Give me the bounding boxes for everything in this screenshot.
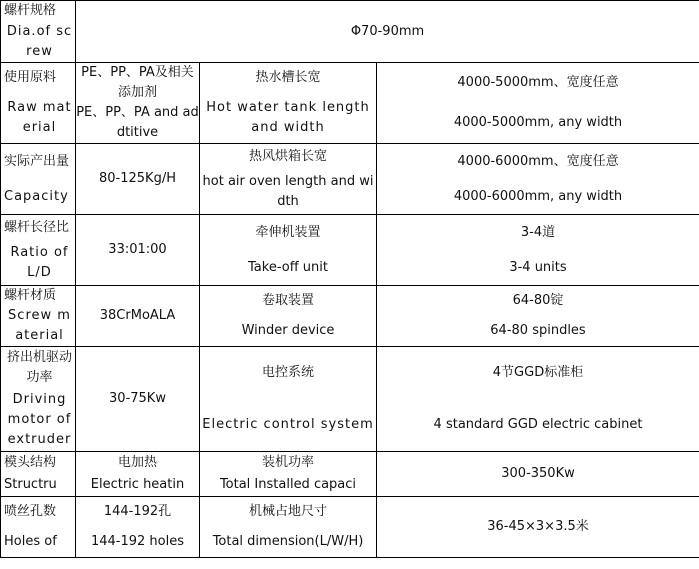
spec-cell [377,286,699,347]
item-en: Electric control system [202,417,374,432]
label-zh: 螺杆长径比 [4,219,70,235]
value-cell [76,1,699,63]
label-cell [1,1,76,63]
label-cell [1,144,76,215]
item-en: hot air oven length and width [202,173,374,209]
driving-power-value: 30-75Kw [109,391,166,406]
spec-zh: 64-80锭 [512,293,564,308]
spec-cell [377,452,699,497]
spec-zh: 4节GGD标准柜 [492,365,584,380]
label-en: Screw material [8,308,71,343]
value-en: PE、PP、PA and addtitive [76,105,199,140]
label-zh: 使用原料 [4,70,57,85]
spec-zh: 3-4道 [520,224,556,240]
ratio-value: 33:01:00 [108,242,167,257]
label-en: Holes of [4,534,57,549]
item-zh: 机械占地尺寸 [248,504,327,519]
label-zh: 实际产出量 [4,153,70,169]
label-en: Raw material [7,100,72,135]
item-zh: 装机功率 [261,455,314,470]
spec-cell [377,497,699,558]
spec-en: 3-4 units [509,259,567,275]
table-row [1,63,699,144]
spec-zh: 4000-6000mm、宽度任意 [457,153,619,169]
item-en: Total Installed capaci [219,477,357,492]
value-cell [76,497,200,558]
capacity-value: 80-125Kg/H [99,171,176,186]
item-zh: 电控系统 [261,365,314,380]
value-cell [76,63,200,144]
item-cell [200,215,377,286]
item-en: Hot water tank length and width [206,100,370,135]
item-cell [200,497,377,558]
spec-en: 4 standard GGD electric cabinet [433,417,643,432]
item-zh: 卷取装置 [261,293,314,308]
value-cell [76,347,200,452]
table-row [1,215,699,286]
label-en: Dia.of screw [6,23,73,59]
label-cell [1,215,76,286]
label-cell [1,497,76,558]
table-row [1,1,699,63]
label-cell [1,347,76,452]
value-cell [76,286,200,347]
label-zh: 挤出机驱动功率 [6,350,72,385]
value-en: 144-192 holes [90,534,185,549]
label-en: Structru [4,477,57,492]
label-cell [1,286,76,347]
item-cell [200,452,377,497]
table-row [1,144,699,215]
spec-en: 4000-5000mm, any width [453,115,623,130]
value-zh: PE、PP、PA及相关添加剂 [81,65,194,100]
spec-cell [377,63,699,144]
material-value: 38CrMoALA [99,308,176,323]
item-zh: 热风烘箱长宽 [248,148,327,164]
label-en: Capacity [4,188,69,204]
label-zh: 模头结构 [4,455,57,470]
item-zh: 热水槽长宽 [255,70,321,85]
table-row [1,347,699,452]
table-row [1,452,699,497]
item-en: Winder device [241,323,335,338]
screw-diameter-value: Φ70-90mm [350,23,425,39]
installed-capacity-value: 300-350Kw [501,466,575,481]
item-cell [200,286,377,347]
spec-zh: 4000-5000mm、宽度任意 [457,75,619,90]
spec-cell [377,144,699,215]
label-cell [1,452,76,497]
label-zh: 喷丝孔数 [4,504,57,519]
label-en: Driving motor of extruder [7,392,72,447]
item-cell [200,63,377,144]
value-cell [76,144,200,215]
spec-cell [377,347,699,452]
item-cell [200,144,377,215]
label-cell [1,63,76,144]
label-zh: 螺杆材质 [4,288,57,303]
spec-en: 64-80 spindles [490,323,586,338]
item-zh: 牵伸机装置 [255,224,321,240]
spec-cell [377,215,699,286]
item-en: Take-off unit [248,259,328,275]
label-zh: 螺杆规格 [4,3,57,19]
value-en: Electric heatin [90,477,185,492]
value-cell [76,215,200,286]
table-row [1,286,699,347]
dimension-value: 36-45×3×3.5米 [487,519,589,534]
value-zh: 144-192孔 [103,504,172,519]
spec-en: 4000-6000mm, any width [453,188,623,204]
label-en: Ratio of L/D [10,244,69,280]
table-row [1,497,699,558]
item-en: Total dimension(L/W/H) [212,534,364,549]
item-cell [200,347,377,452]
value-cell [76,452,200,497]
value-zh: 电加热 [117,455,157,470]
